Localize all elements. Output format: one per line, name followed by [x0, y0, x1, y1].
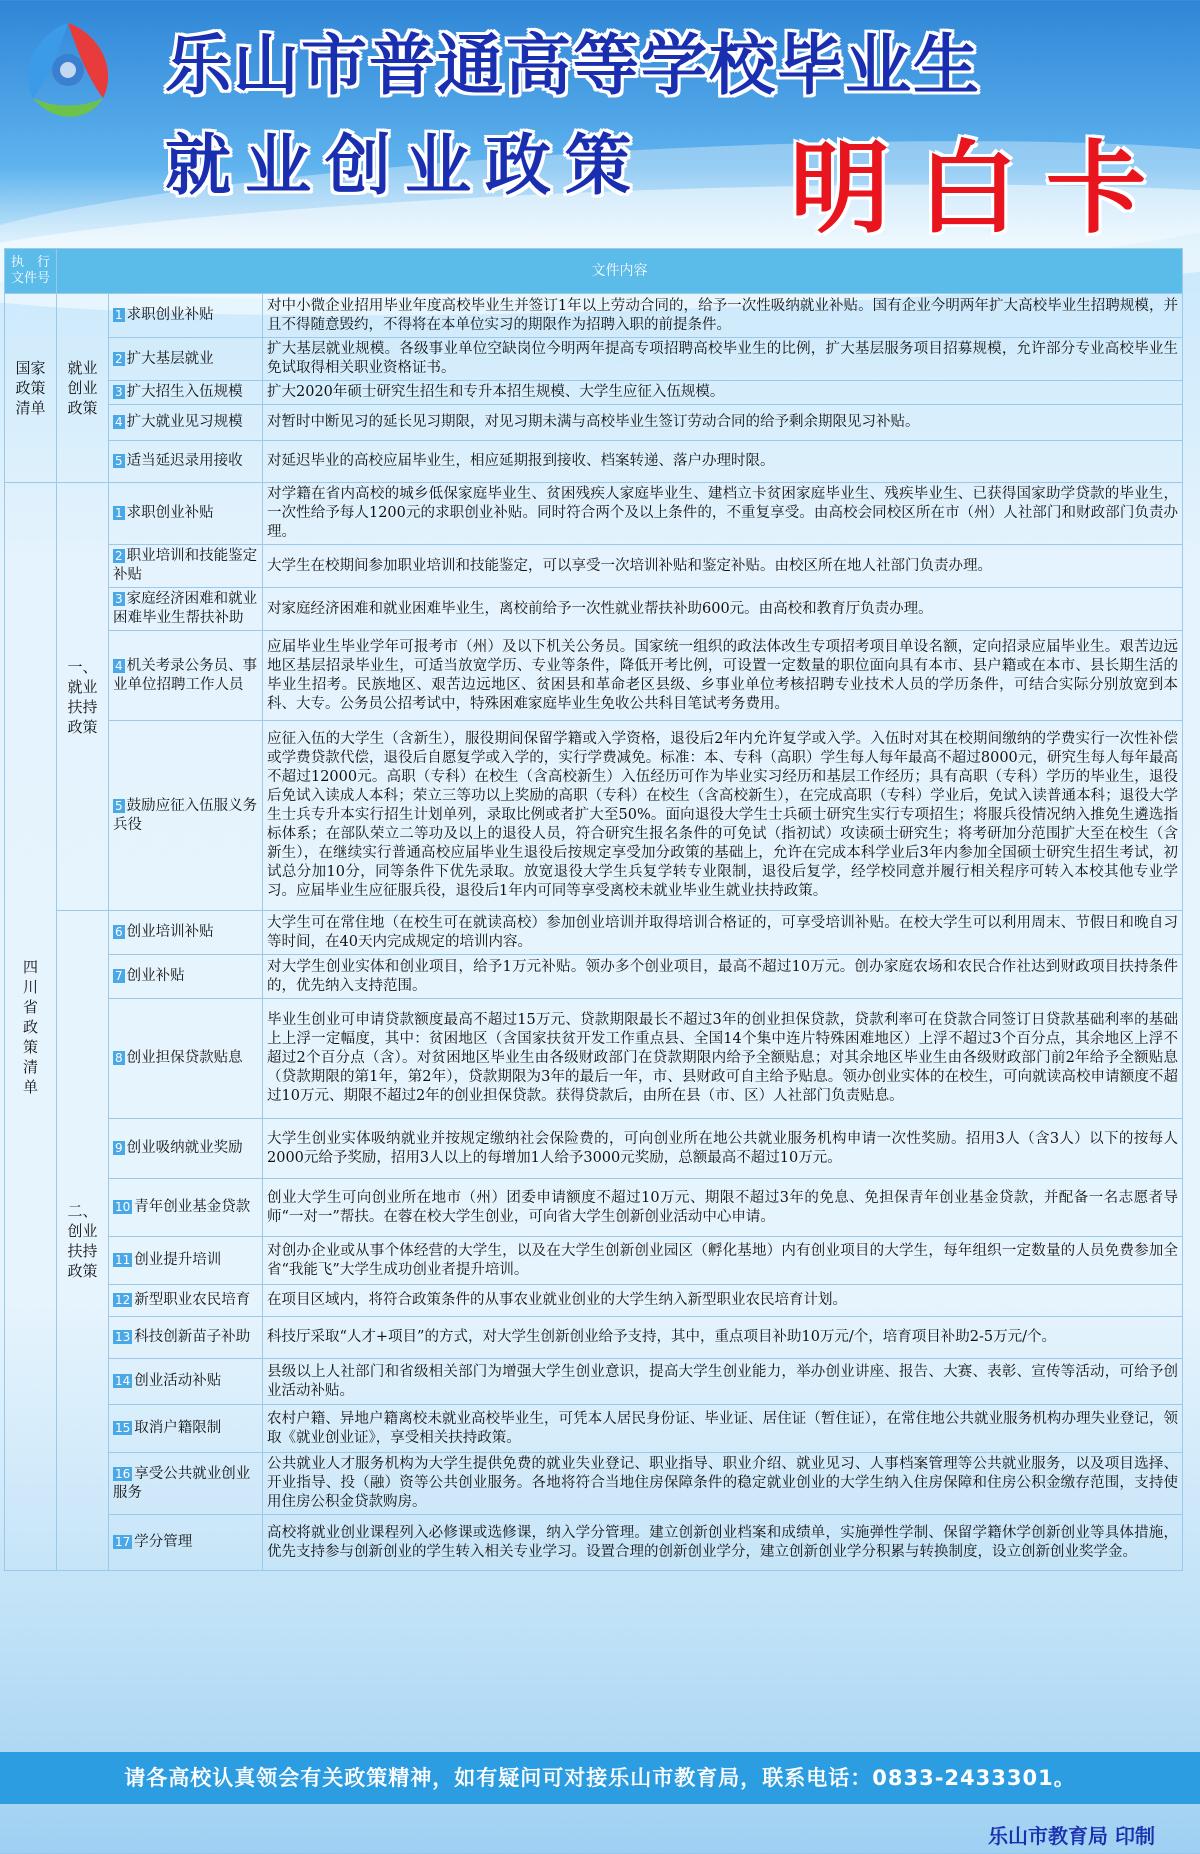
- policy-item-content: 对大学生创业实体和创业项目，给予1万元补贴。领办多个创业项目，最高不超过10万元。创办家庭农场和农民合作社达到财政项目扶持条件的，优先纳入支持范围。: [263, 955, 1183, 999]
- item-title-text: 求职创业补贴: [126, 307, 214, 323]
- table-row: [5, 999, 1183, 1119]
- table-row: [5, 441, 1183, 483]
- policy-item-title: [109, 381, 263, 405]
- policy-item-content: 对学籍在省内高校的城乡低保家庭毕业生、贫困残疾人家庭毕业生、建档立卡贫困家庭毕业生、残疾毕业生、已获得国家助学贷款的毕业生，一次性给予每人1200元的求职创业补贴。同时符合两个及以上条件的，不重复享受。由高校会同校区所在市（州）人社部门和财政部门负责办理。: [263, 483, 1183, 545]
- item-title-text: 青年创业基金贷款: [134, 1199, 251, 1215]
- subcategory-employment: 就业 创业 政策: [57, 294, 109, 483]
- item-number-badge: 9: [115, 1141, 123, 1155]
- header-banner: [0, 0, 1200, 245]
- policy-item-content: 对创办企业或从事个体经营的大学生，以及在大学生创新创业园区（孵化基地）内有创业项目的大学生，每年组织一定数量的人员免费参加全省“我能飞”大学生成功创业者提升培训。: [263, 1237, 1183, 1285]
- policy-item-title: [109, 721, 263, 911]
- page-title-line1: 乐山市普通高等学校毕业生: [165, 27, 981, 104]
- table-row: [5, 1359, 1183, 1405]
- policy-item-content: 大学生在校期间参加职业培训和技能鉴定，可以享受一次培训补贴和鉴定补贴。由校区所在地人社部门负责办理。: [263, 545, 1183, 588]
- category-national: 国家 政策 清单: [5, 294, 57, 483]
- policy-item-title: [109, 588, 263, 631]
- table-row: [5, 294, 1183, 338]
- item-title-text: 享受公共就业创业服务: [113, 1465, 251, 1501]
- item-number-badge: 13: [115, 1330, 131, 1344]
- policy-item-title: [109, 338, 263, 381]
- policy-item-title: [109, 294, 263, 338]
- footer-notice: 请各高校认真领会有关政策精神，如有疑问可对接乐山市教育局，联系电话：0833-2433301。: [124, 1766, 1076, 1790]
- item-title-text: 求职创业补贴: [126, 505, 214, 521]
- item-number-badge: 11: [115, 1253, 131, 1267]
- item-title-text: 扩大基层就业: [126, 350, 214, 367]
- item-number-badge: 4: [115, 415, 123, 429]
- item-title-text: 扩大招生入伍规模: [126, 384, 243, 400]
- item-number-badge: 15: [115, 1421, 131, 1435]
- table-row: [5, 721, 1183, 911]
- item-number-badge: 4: [115, 658, 123, 673]
- policy-item-title: [109, 1285, 263, 1317]
- table-row: [5, 955, 1183, 999]
- column-header-content: 文件内容: [57, 249, 1183, 294]
- table-row: [5, 483, 1183, 545]
- table-row: [5, 1453, 1183, 1515]
- table-row: [5, 631, 1183, 721]
- item-number-badge: 10: [115, 1200, 131, 1214]
- policy-item-content: 毕业生创业可申请贷款额度最高不超过15万元、贷款期限最长不超过3年的创业担保贷款，贷款利率可在贷款合同签订日贷款基础利率的基础上上浮一定幅度，其中：贫困地区（含国家扶贫开发工作重点县、全国14个集中连片特殊困难地区）上浮不超过3个百分点，其余地区上浮不超过2个百分点（含）。对贫困地区毕业生由各级财政部门在贷款期限内给予全额贴息；对其余地区毕业生由各级财政部门前2年给予全额贴息（贷款期限的第1年，第2年），贷款期限为3年的最后一年，市、县财政可自主给予贴息。领办创业实体的在校生，可向就读高校申请额度不超过10万元、期限不超过2年的创业担保贷款。获得贷款后，由所在县（市、区）人社部门负责贴息。: [263, 999, 1183, 1119]
- policy-item-content: 对家庭经济困难和就业困难毕业生，离校前给予一次性就业帮扶补助600元。由高校和教育厅负责办理。: [263, 588, 1183, 631]
- table-row: [5, 911, 1183, 955]
- item-number-badge: 7: [115, 969, 123, 983]
- page-title-line2: 就业创业政策: [165, 127, 645, 204]
- table-row: [5, 1179, 1183, 1237]
- item-title-text: 机关考录公务员、事业单位招聘工作人员: [113, 657, 258, 693]
- table-row: [5, 1237, 1183, 1285]
- subcategory-entrepreneurship-support: 二、 创业 扶持 政策: [57, 911, 109, 1571]
- item-number-badge: 17: [115, 1535, 131, 1549]
- item-number-badge: 12: [115, 1293, 131, 1307]
- item-number-badge: 6: [115, 925, 123, 939]
- policy-table: [4, 248, 1183, 1571]
- item-number-badge: 16: [115, 1466, 131, 1481]
- policy-item-title: [109, 405, 263, 441]
- table-row: [5, 338, 1183, 381]
- policy-item-content: 应届毕业生毕业学年可报考市（州）及以下机关公务员。国家统一组织的政法体改生专项招考项目单设名额，定向招录应届毕业生。艰苦边远地区基层招录毕业生，可适当放宽学历、专业等条件，降低开考比例，可设置一定数量的职位面向具有本市、县户籍或在本市、县长期生活的毕业生招考。民族地区、艰苦边远地区、贫困县和革命老区县级、乡事业单位考核招聘专业技术人员的学历条件，可结合实际分别放宽到本科、大专。公务员公招考试中，特殊困难家庭毕业生免收公共科目笔试考务费用。: [263, 631, 1183, 721]
- policy-item-content: 对暂时中断见习的延长见习期限，对见习期未满与高校毕业生签订劳动合同的给予剩余期限见习补贴。: [263, 405, 1183, 441]
- item-title-text: 创业补贴: [126, 968, 185, 984]
- item-title-text: 学分管理: [134, 1534, 193, 1550]
- policy-item-title: [109, 1359, 263, 1405]
- table-row: [5, 381, 1183, 405]
- item-title-text: 取消户籍限制: [134, 1420, 222, 1436]
- item-title-text: 科技创新苗子补助: [134, 1329, 251, 1345]
- policy-item-title: [109, 1237, 263, 1285]
- policy-table-container: [4, 248, 1182, 1571]
- policy-item-content: 农村户籍、异地户籍离校未就业高校毕业生，可凭本人居民身份证、毕业证、居住证（暂住证），在常住地公共就业服务机构办理失业登记，领取《就业创业证》，享受相关扶持政策。: [263, 1405, 1183, 1453]
- subcategory-employment-support: 一、 就业 扶持 政策: [57, 483, 109, 911]
- item-title-text: 家庭经济困难和就业困难毕业生帮扶补助: [113, 591, 258, 626]
- item-title-text: 创业培训补贴: [126, 924, 214, 940]
- item-title-text: 适当延迟录用接收: [126, 453, 243, 469]
- policy-item-title: [109, 999, 263, 1119]
- table-row: [5, 405, 1183, 441]
- item-number-badge: 2: [115, 351, 123, 366]
- policy-item-title: [109, 441, 263, 483]
- item-title-text: 职业培训和技能鉴定补贴: [113, 548, 258, 583]
- policy-item-title: [109, 911, 263, 955]
- table-header-row: [5, 249, 1183, 294]
- table-body: [5, 294, 1183, 1571]
- issuer-label: 乐山市教育局 印制: [988, 1824, 1155, 1848]
- policy-item-content: 大学生可在常住地（在校生可在就读高校）参加创业培训并取得培训合格证的，可享受培训补贴。在校大学生可以利用周末、节假日和晚自习等时间，在40天内完成规定的培训内容。: [263, 911, 1183, 955]
- table-row: [5, 588, 1183, 631]
- item-number-badge: 1: [115, 506, 123, 520]
- policy-item-title: [109, 1119, 263, 1179]
- item-title-text: 创业担保贷款贴息: [126, 1050, 243, 1066]
- policy-item-title: [109, 1453, 263, 1515]
- policy-item-title: [109, 1179, 263, 1237]
- item-title-text: 创业活动补贴: [134, 1373, 222, 1389]
- item-number-badge: 3: [115, 592, 123, 606]
- table-row: [5, 1515, 1183, 1571]
- table-row: [5, 1285, 1183, 1317]
- item-number-badge: 14: [115, 1374, 131, 1388]
- policy-item-content: 大学生创业实体吸纳就业并按规定缴纳社会保险费的，可向创业所在地公共就业服务机构申请一次性奖励。招用3人（含3人）以下的按每人2000元给予奖励，招用3人以上的每增加1人给予3000元奖励，总额最高不超过10万元。: [263, 1119, 1183, 1179]
- category-sichuan: 四 川 省 政 策 清 单: [5, 483, 57, 1571]
- item-number-badge: 5: [115, 454, 123, 468]
- policy-item-content: 扩大2020年硕士研究生招生和专升本招生规模、大学生应征入伍规模。: [263, 381, 1183, 405]
- item-number-badge: 3: [115, 385, 123, 399]
- policy-item-content: 科技厅采取“人才+项目”的方式，对大学生创新创业给予支持，其中，重点项目补助10万元/个，培育项目补助2-5万元/个。: [263, 1317, 1183, 1359]
- table-row: [5, 545, 1183, 588]
- item-number-badge: 1: [115, 308, 123, 322]
- item-number-badge: 8: [115, 1051, 123, 1065]
- column-header-doc-number: 执 行 文件号: [5, 249, 57, 294]
- policy-item-title: [109, 545, 263, 588]
- policy-item-content: 应征入伍的大学生（含新生），服役期间保留学籍或入学资格，退役后2年内允许复学或入学。入伍时对其在校期间缴纳的学费实行一次性补偿或学费贷款代偿，退役后自愿复学或入学的，实行学费减免。标准：本、专科（高职）学生每人每年最高不超过8000元，研究生每人每年最高不超过12000元。高职（专科）在校生（含高校新生）入伍经历可作为毕业实习经历和基层工作经历；具有高职（专科）学历的毕业生，退役后免试入读成人本科；荣立三等功以上奖励的高职（专科）在校生（含高校新生），在完成高职（专科）学业后，免试入读普通本科；退役大学生士兵专升本实行招生计划单列，录取比例或者扩大至50%。面向退役大学生士兵硕士研究生实行专项招生；将服兵役情况纳入推免生遴选指标体系；在部队荣立二等功及以上的退役人员，符合研究生报名条件的可免试（指初试）攻读硕士研究生；将考研加分范围扩大至在校生（含新生），在继续实行普通高校应届毕业生退役后按规定享受加分政策的基础上，允许在完成本科学业后3年内参加全国硕士研究生招生考试，初试总分加10分，同等条件下优先录取。放宽退役大学生兵复学转专业限制，退役后复学，经学校同意并履行相关程序可转入本校其他专业学习。应届毕业生应征服兵役，退役后1年内可同等享受离校未就业毕业生就业扶持政策。: [263, 721, 1183, 911]
- table-row: [5, 1317, 1183, 1359]
- table-row: [5, 1405, 1183, 1453]
- policy-item-title: [109, 1405, 263, 1453]
- policy-item-title: [109, 1317, 263, 1359]
- table-row: [5, 1119, 1183, 1179]
- item-title-text: 鼓励应征入伍服义务兵役: [113, 797, 258, 833]
- item-title-text: 创业提升培训: [134, 1252, 222, 1268]
- policy-item-title: [109, 631, 263, 721]
- item-title-text: 扩大就业见习规模: [126, 414, 243, 430]
- page-title-highlight: 明白卡: [790, 130, 1174, 247]
- policy-item-content: 对中小微企业招用毕业年度高校毕业生并签订1年以上劳动合同的，给予一次性吸纳就业补贴。国有企业今明两年扩大高校毕业生招聘规模，并且不得随意毁约，不得将在本单位实习的期限作为招聘入职的前提条件。: [263, 294, 1183, 338]
- policy-item-content: 扩大基层就业规模。各级事业单位空缺岗位今明两年提高专项招聘高校毕业生的比例，扩大基层服务项目招募规模，允许部分专业高校毕业生免试取得相关职业资格证书。: [263, 338, 1183, 381]
- policy-item-content: 公共就业人才服务机构为大学生提供免费的就业失业登记、职业指导、职业介绍、就业见习、人事档案管理等公共就业服务，以及项目选择、开业指导、投（融）资等公共创业服务。各地将符合当地住房保障条件的稳定就业创业的大学生纳入住房保障和住房公积金缴存范围，支持使用住房公积金贷款购房。: [263, 1453, 1183, 1515]
- policy-item-content: 县级以上人社部门和省级相关部门为增强大学生创业意识，提高大学生创业能力，举办创业讲座、报告、大赛、表彰、宣传等活动，可给予创业活动补贴。: [263, 1359, 1183, 1405]
- policy-item-content: 对延迟毕业的高校应届毕业生，相应延期报到接收、档案转递、落户办理时限。: [263, 441, 1183, 483]
- logo-icon: [8, 18, 128, 128]
- policy-item-content: 高校将就业创业课程列入必修课或选修课，纳入学分管理。建立创新创业档案和成绩单，实施弹性学制、保留学籍休学创新创业等具体措施，优先支持参与创新创业的学生转入相关专业学习。设置合理的创新创业学分，建立创新创业学分积累与转换制度，设立创新创业奖学金。: [263, 1515, 1183, 1571]
- policy-item-title: [109, 1515, 263, 1571]
- item-number-badge: 2: [115, 549, 123, 563]
- item-title-text: 创业吸纳就业奖励: [126, 1140, 243, 1156]
- policy-item-title: [109, 955, 263, 999]
- policy-item-title: [109, 483, 263, 545]
- item-number-badge: 5: [115, 798, 123, 813]
- policy-item-content: 在项目区域内，将符合政策条件的从事农业就业创业的大学生纳入新型职业农民培育计划。: [263, 1285, 1183, 1317]
- policy-item-content: 创业大学生可向创业所在地市（州）团委申请额度不超过10万元、期限不超过3年的免息、免担保青年创业基金贷款，并配备一名志愿者导师“一对一”帮扶。在蓉在校大学生创业，可向省大学生创新创业活动中心申请。: [263, 1179, 1183, 1237]
- item-title-text: 新型职业农民培育: [134, 1292, 251, 1308]
